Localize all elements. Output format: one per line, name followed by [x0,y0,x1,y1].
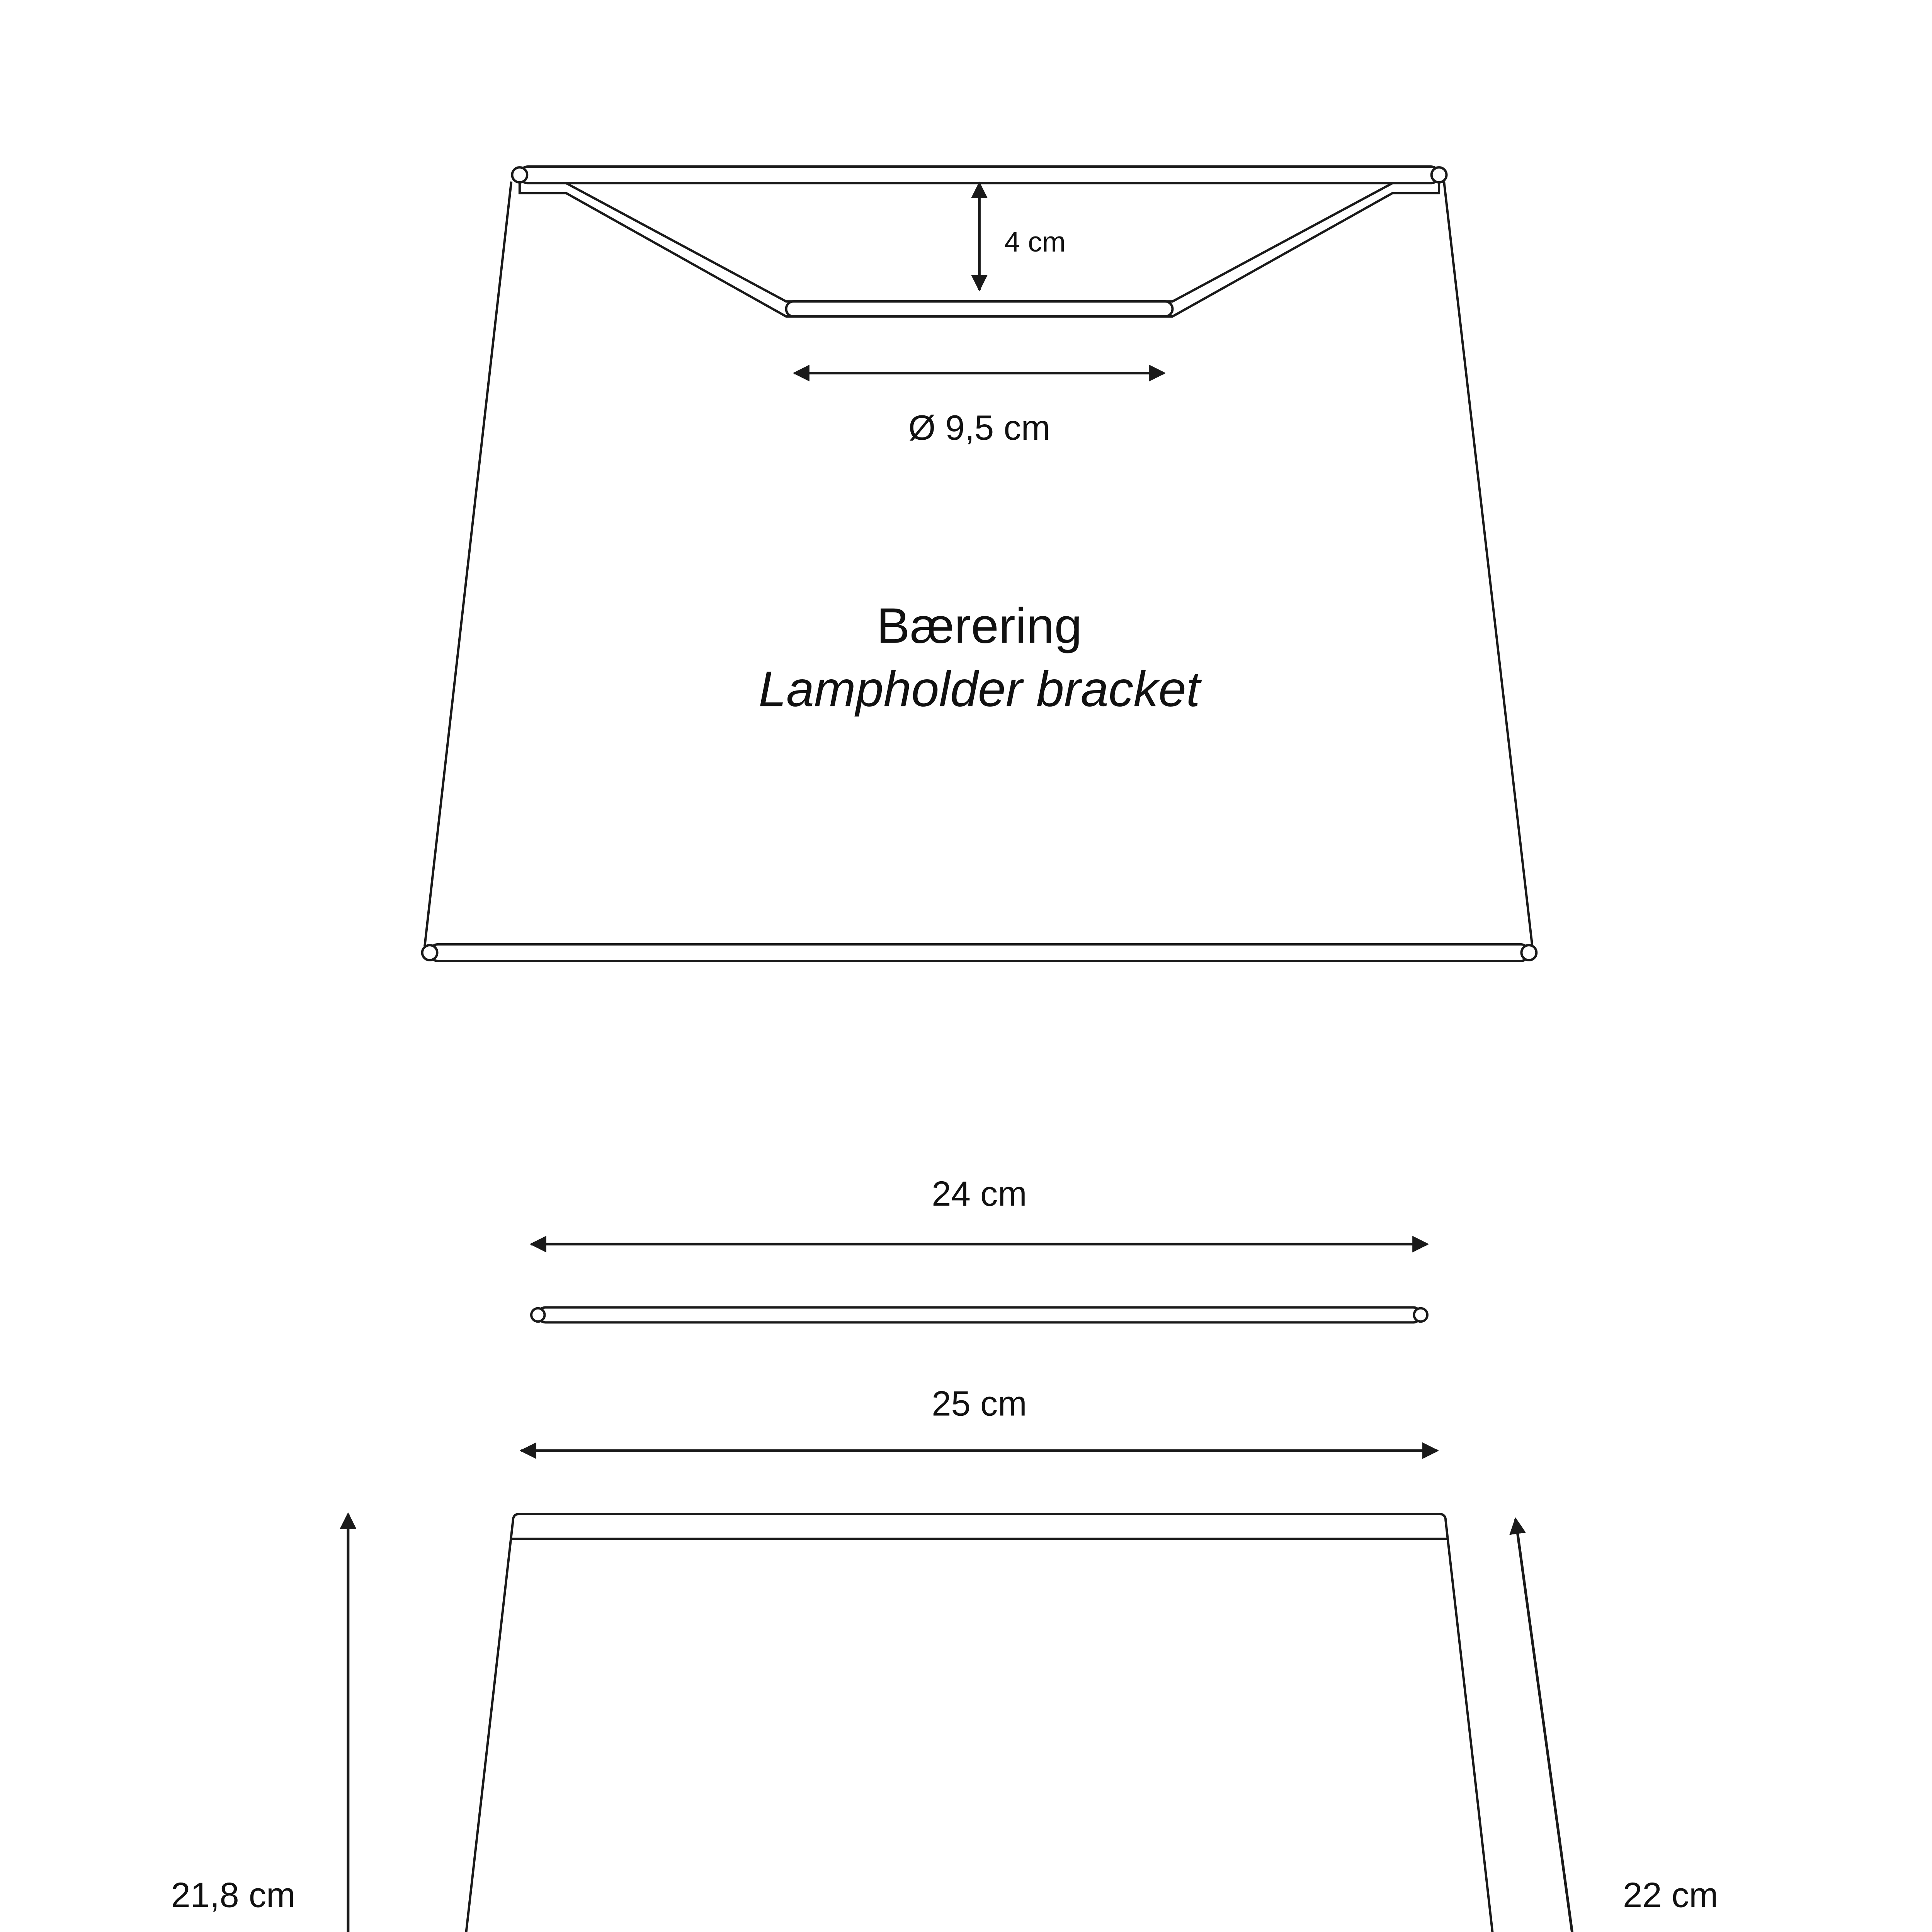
shade-left-side [425,182,511,946]
top-ring-left-end [512,167,527,182]
shade-top-width-label: 25 cm [932,1384,1027,1423]
diameter-label: Ø 9,5 cm [908,408,1051,447]
shade-outline [425,1514,1534,1932]
title-english: Lampholder bracket [759,661,1200,717]
shade-side-view [425,1514,1534,1932]
bottom-ring [430,944,1529,961]
title-danish: Bærering [876,598,1082,654]
top-ring [520,167,1439,183]
top-ring-right-end [1432,167,1447,182]
shade-height-label: 21,8 cm [171,1876,296,1915]
bottom-ring-right-end [1521,945,1536,960]
bottom-ring-left-end [422,945,437,960]
bracket-center-ring [786,301,1172,316]
shade-right-side [1444,182,1532,946]
loose-ring [531,1308,1427,1323]
shade-slant-arrow [1515,1519,1622,1932]
shade-slant-label: 22 cm [1623,1876,1718,1915]
depth-label: 4 cm [1004,226,1066,258]
ring-width-label: 24 cm [932,1174,1027,1214]
